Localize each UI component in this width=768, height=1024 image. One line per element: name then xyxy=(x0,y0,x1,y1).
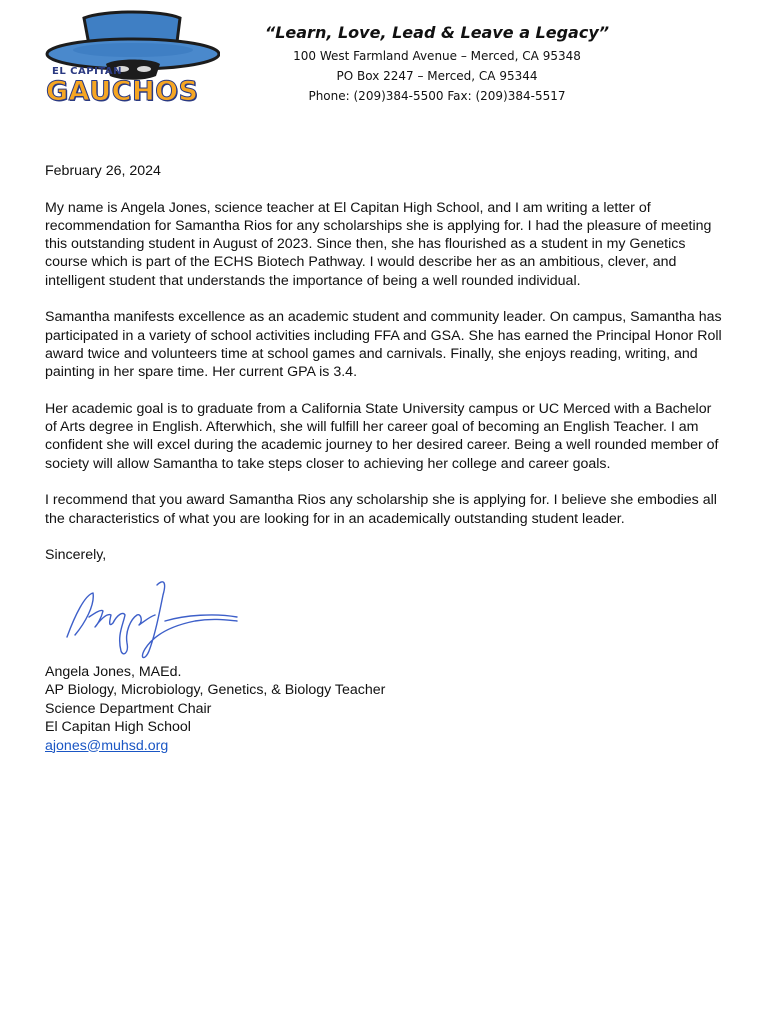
paragraph-intro: My name is Angela Jones, science teacher at El Capitan High School, and I am writing a letter of recommendation for Samantha Rios for any scholarships she is applying for. I had the pleasure of meeting this outstanding student in August of 2023. Since then, she has flourished as a student in my Genetics course which is part of the ECHS Biotech Pathway. I would describe her as an ambitious, clever, and intelligent student that understands the importance of being a well rounded individual. xyxy=(45,199,712,289)
logo-subtitle: EL CAPITAN xyxy=(52,66,122,77)
paragraph-achievements: Samantha manifests excellence as an academic student and community leader. On campus, Samantha has participated in a variety of school activities including FFA and GSA. She has earned the Principal Honor Roll award twice and volunteers time at school games and carnivals. Finally, she enjoys reading, writing, and painting in her spare time. Her current GPA is 3.4. xyxy=(45,309,722,381)
letterhead xyxy=(0,0,768,120)
letter-date: February 26, 2024 xyxy=(45,163,161,179)
logo-title: GAUCHOS xyxy=(46,76,199,107)
letterhead-text xyxy=(262,20,612,106)
letter-body xyxy=(45,162,725,755)
po-box-address: PO Box 2247 – Merced, CA 95344 xyxy=(336,69,538,83)
school-motto: “Learn, Love, Lead & Leave a Legacy” xyxy=(264,23,610,42)
paragraph-goals: Her academic goal is to graduate from a California State University campus or UC Merced with a Bachelor of Arts degree in English. Afterwhich, she will fulfill her career goal of becoming an English Teacher. I am confident she will excel during the academic journey to her desired career. Being a well rounded member of society will allow Samantha to take steps closer to achieving her college and career goals. xyxy=(45,400,719,472)
signature xyxy=(45,565,245,663)
email-link[interactable]: ajones@muhsd.org xyxy=(45,737,169,754)
signer-title: AP Biology, Microbiology, Genetics, & Biology Teacher xyxy=(45,682,386,699)
phone-fax: Phone: (209)384-5500 Fax: (209)384-5517 xyxy=(308,89,566,103)
closing: Sincerely, xyxy=(45,547,107,564)
signature-block xyxy=(45,663,725,756)
street-address: 100 West Farmland Avenue – Merced, CA 95348 xyxy=(293,49,581,63)
signer-school: El Capitan High School xyxy=(45,719,191,736)
school-logo xyxy=(44,10,220,112)
paragraph-recommendation: I recommend that you award Samantha Rios any scholarship she is applying for. I believe she embodies all the characteristics of what you are looking for in an academically outstanding student leader. xyxy=(45,492,717,527)
signer-department: Science Department Chair xyxy=(45,700,212,717)
signer-name: Angela Jones, MAEd. xyxy=(45,663,182,680)
handwritten-signature-icon xyxy=(45,565,245,663)
